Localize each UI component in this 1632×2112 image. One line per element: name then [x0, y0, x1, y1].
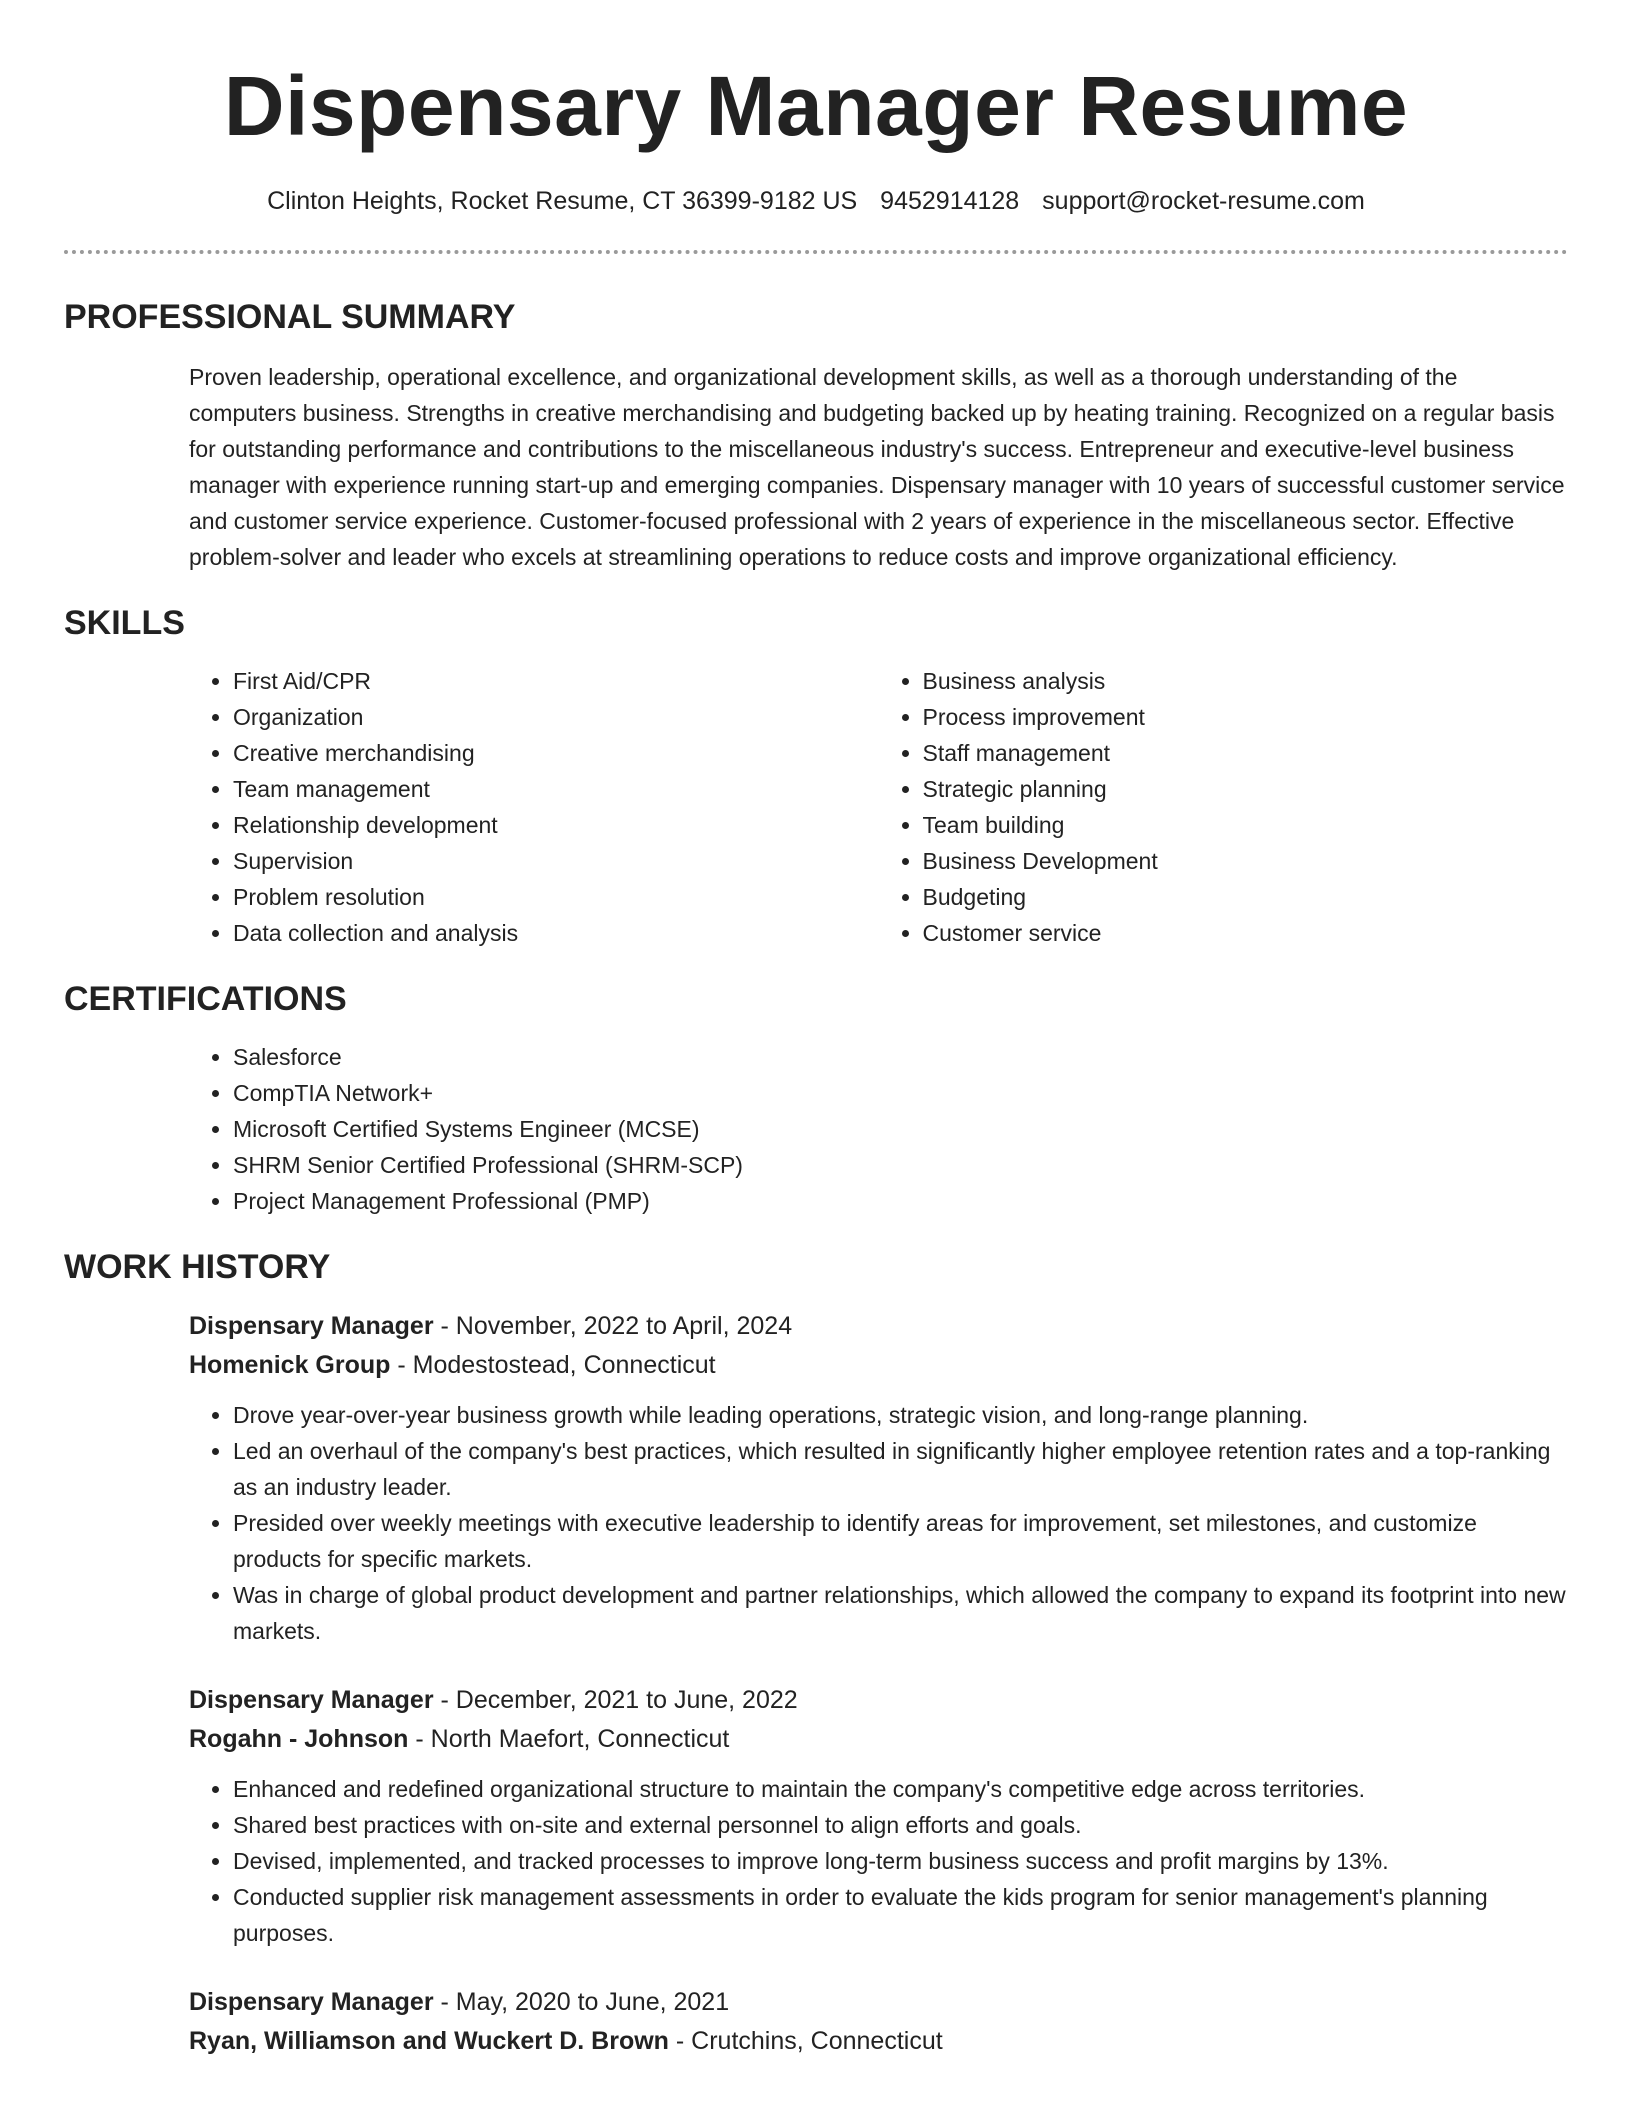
skill-item: • Problem resolution — [233, 879, 879, 915]
job-location: - North Maefort, Connecticut — [408, 1725, 730, 1753]
job-title: Dispensary Manager — [189, 1312, 434, 1340]
header-divider — [64, 250, 1568, 254]
skills-list-left — [189, 663, 879, 951]
job-dates: - November, 2022 to April, 2024 — [433, 1312, 793, 1340]
skill-item: • Customer service — [923, 915, 1569, 951]
skill-item: • Organization — [233, 699, 879, 735]
job-bullet: • Shared best practices with on-site and external personnel to align efforts and goals. — [233, 1807, 1568, 1843]
contact-address: Clinton Heights, Rocket Resume, CT 36399-9182 US — [267, 187, 858, 215]
summary-text: Proven leadership, operational excellence, and organizational development skills, as well as a thorough understanding of the computers business. Strengths in creative merchandising and budgeting backed up by heating training. Recognized on a regular basis for outstanding performance and contributions to the miscellaneous industry's success. Entrepreneur and executive-level business manager with experience running start-up and emerging companies. Dispensary manager with 10 years of successful customer service and customer service experience. Customer-focused professional with 2 years of experience in the miscellaneous sector. Effective problem-solver and leader who excels at streamlining operations to reduce costs and improve organizational efficiency. — [189, 364, 1565, 570]
job-bullet: • Led an overhaul of the company's best practices, which resulted in significantly higher employee retention rates and a top-ranking as an industry leader. — [233, 1433, 1568, 1505]
skill-item: • Strategic planning — [923, 771, 1569, 807]
job-bullets — [189, 1771, 1568, 1951]
skills-section — [64, 603, 1568, 951]
certification-item: • Project Management Professional (PMP) — [233, 1183, 1568, 1219]
job-company: Rogahn - Johnson — [189, 1725, 409, 1753]
job-company: Ryan, Williamson and Wuckert D. Brown — [189, 2027, 669, 2055]
skill-item: • Process improvement — [923, 699, 1569, 735]
certifications-list — [189, 1039, 1568, 1219]
skill-item: • Team building — [923, 807, 1569, 843]
job-location: - Modestostead, Connecticut — [390, 1351, 716, 1379]
certifications-section — [64, 979, 1568, 1219]
job-entry — [189, 1307, 1568, 1649]
contact-phone: 9452914128 — [880, 187, 1020, 215]
job-location: - Crutchins, Connecticut — [668, 2027, 943, 2055]
skill-item: • First Aid/CPR — [233, 663, 879, 699]
certification-item: • CompTIA Network+ — [233, 1075, 1568, 1111]
resume-title: Dispensary Manager Resume — [223, 59, 1409, 153]
job-bullets — [189, 1397, 1568, 1649]
job-title-line — [189, 1983, 1568, 2022]
certification-item: • SHRM Senior Certified Professional (SHRM-SCP) — [233, 1147, 1568, 1183]
skill-item: • Budgeting — [923, 879, 1569, 915]
job-company-line — [189, 2022, 1568, 2061]
job-bullet: • Presided over weekly meetings with executive leadership to identify areas for improvement, set milestones, and customize products for specific markets. — [233, 1505, 1568, 1577]
job-bullet: • Devised, implemented, and tracked processes to improve long-term business success and profit margins by 13%. — [233, 1843, 1568, 1879]
job-company: Homenick Group — [189, 1351, 391, 1379]
work-history-heading: WORK HISTORY — [64, 1248, 331, 1286]
certifications-heading: CERTIFICATIONS — [64, 980, 347, 1018]
contact-line — [64, 184, 1568, 218]
job-company-line — [189, 1346, 1568, 1385]
resume-page — [64, 0, 1568, 2061]
skill-item: • Data collection and analysis — [233, 915, 879, 951]
skill-item: • Staff management — [923, 735, 1569, 771]
certification-item: • Microsoft Certified Systems Engineer (MCSE) — [233, 1111, 1568, 1147]
summary-section — [64, 297, 1568, 575]
summary-heading: PROFESSIONAL SUMMARY — [64, 298, 516, 336]
job-title-line — [189, 1307, 1568, 1346]
skill-item: • Team management — [233, 771, 879, 807]
skills-list-right — [879, 663, 1569, 951]
skill-item: • Business analysis — [923, 663, 1569, 699]
contact-email: support@rocket-resume.com — [1042, 187, 1365, 215]
job-bullet: • Conducted supplier risk management assessments in order to evaluate the kids program for senior management's planning purposes. — [233, 1879, 1568, 1951]
skill-item: • Supervision — [233, 843, 879, 879]
work-history-section — [64, 1247, 1568, 2061]
job-dates: - December, 2021 to June, 2022 — [433, 1686, 798, 1714]
job-title: Dispensary Manager — [189, 1988, 434, 2016]
job-company-line — [189, 1720, 1568, 1759]
job-dates: - May, 2020 to June, 2021 — [433, 1988, 730, 2016]
skill-item: • Business Development — [923, 843, 1569, 879]
skill-item: • Relationship development — [233, 807, 879, 843]
skills-heading: SKILLS — [64, 604, 185, 642]
job-title-line — [189, 1681, 1568, 1720]
job-bullet: • Enhanced and redefined organizational structure to maintain the company's competitive edge across territories. — [233, 1771, 1568, 1807]
certification-item: • Salesforce — [233, 1039, 1568, 1075]
job-title: Dispensary Manager — [189, 1686, 434, 1714]
job-bullet: • Drove year-over-year business growth while leading operations, strategic vision, and long-range planning. — [233, 1397, 1568, 1433]
job-entry — [189, 1983, 1568, 2061]
skill-item: • Creative merchandising — [233, 735, 879, 771]
job-bullet: • Was in charge of global product development and partner relationships, which allowed the company to expand its footprint into new markets. — [233, 1577, 1568, 1649]
job-entry — [189, 1681, 1568, 1951]
